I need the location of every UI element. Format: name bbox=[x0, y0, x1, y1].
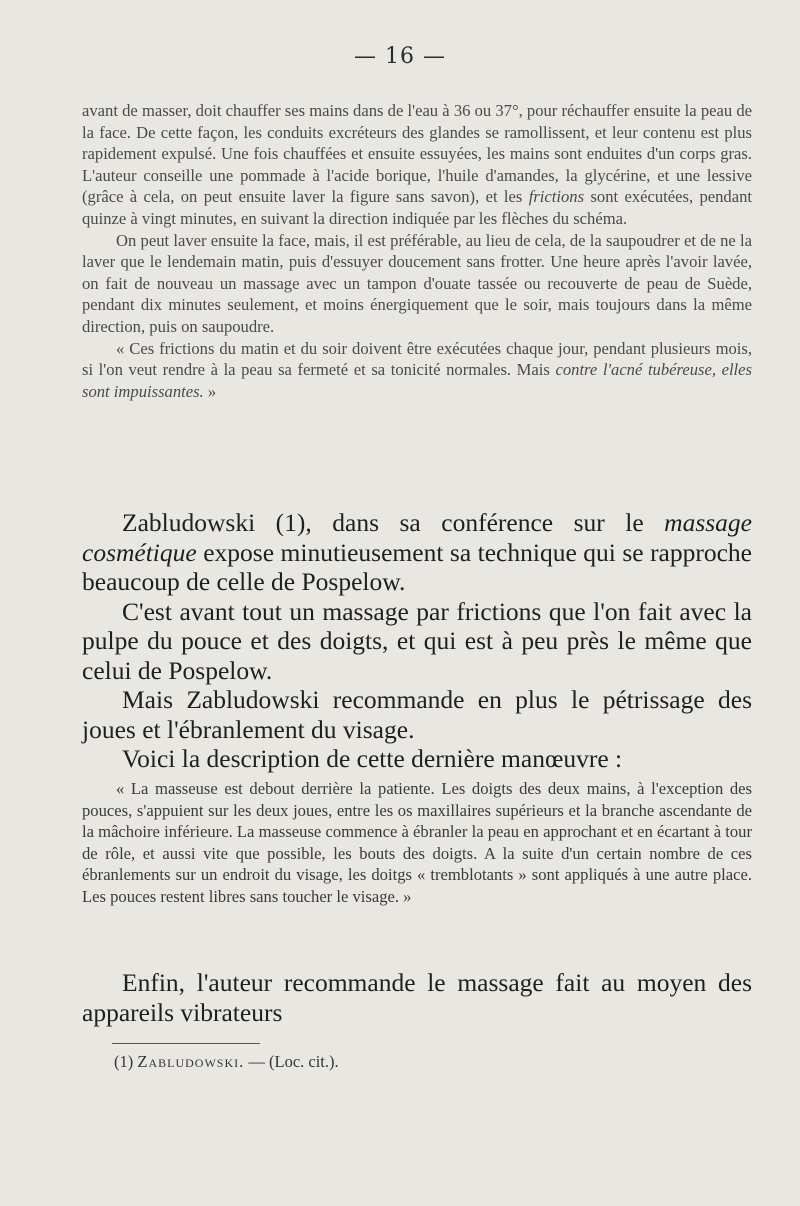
quotation: « La masseuse est debout derrière la patiente. Les doigts des deux mains, à l'exception des pouces, s'appuient sur les deux joues, entre les os maxillaires supérieurs et la branche ascendante de la mâchoire inférieure. La masseuse commence à ébranler la peau en approchant et en écartant à tour de rôle, et aussi vite que possible, les bouts des doigts. A la suite d'un certain nombre de ces ébranlements sur un endroit du visage, les doitgs « tremblotants » sont appliqués à une autre place. Les pouces restent libres sans toucher le visage. » bbox=[82, 779, 752, 906]
paragraph: On peut laver ensuite la face, mais, il est préférable, au lieu de cela, de la saupoudrer et de ne la laver que le lendemain matin, puis d'essuyer doucement sans frotter. Une heure après l'avoir lavée, on fait de nouveau un massage avec un tampon d'ouate tassée ou recouverte de peau de Suède, pendant dix minutes seulement, et moins énergiquement que le soir, mais toujours dans la même direction, puis on saupoudre. bbox=[82, 230, 752, 336]
paragraph: Zabludowski (1), dans sa conférence sur le massage cosmétique expose minutieusement sa technique qui se rapproche beaucoup de celle de Pospelow. bbox=[82, 508, 753, 596]
paragraph: « Ces frictions du matin et du soir doivent être exécutées chaque jour, pendant plusieurs mois, si l'on veut rendre à la peau sa fermeté et sa tonicité normales. Mais contre l'acné tubéreuse, elles sont impuissantes. » bbox=[82, 338, 752, 401]
paragraph: avant de masser, doit chauffer ses mains dans de l'eau à 36 ou 37°, pour réchauffer ensuite la peau de la face. De cette façon, les conduits excréteurs des glandes se ramollissent, et leur contenu est plus rapidement expulsé. Une fois chauffées et ensuite essuyées, les mains sont enduites d'un corps gras. L'auteur conseille une pommade à l'acide borique, l'huile d'amandes, la glycérine, et une lessive (grâce à cela, on peut ensuite laver la figure sans savon), et les frictions sont exécutées, pendant quinze à vingt minutes, en suivant la direction indiquée par les flèches du schéma. bbox=[82, 101, 752, 228]
footnote-divider bbox=[112, 1043, 260, 1044]
paragraph: C'est avant tout un massage par frictions que l'on fait avec la pulpe du pouce et des doigts, et qui est à peu près le même que celui de Pospelow. bbox=[82, 596, 752, 685]
paragraph: Mais Zabludowski recommande en plus le pétrissage des joues et l'ébranlement du visage. bbox=[82, 685, 752, 744]
italic-title: massage cosmétique bbox=[82, 508, 753, 567]
quotation-block bbox=[82, 778, 752, 908]
footnote-author: Zabludowski. bbox=[137, 1052, 245, 1071]
body-text-large-end bbox=[82, 968, 752, 1027]
paragraph: Enfin, l'auteur recommande le massage fait au moyen des appareils vibrateurs bbox=[82, 968, 752, 1027]
italic-term: frictions bbox=[528, 187, 585, 207]
body-text-upper bbox=[82, 100, 752, 402]
paragraph: Voici la description de cette dernière manœuvre : bbox=[122, 744, 623, 773]
body-text-large bbox=[82, 508, 752, 774]
footnote: (1) Zabludowski. — (Loc. cit.). bbox=[114, 1052, 339, 1071]
page-number: — 16 — bbox=[354, 44, 446, 69]
italic-phrase: contre l'acné tubéreuse, elles sont impuissantes. bbox=[82, 360, 752, 401]
